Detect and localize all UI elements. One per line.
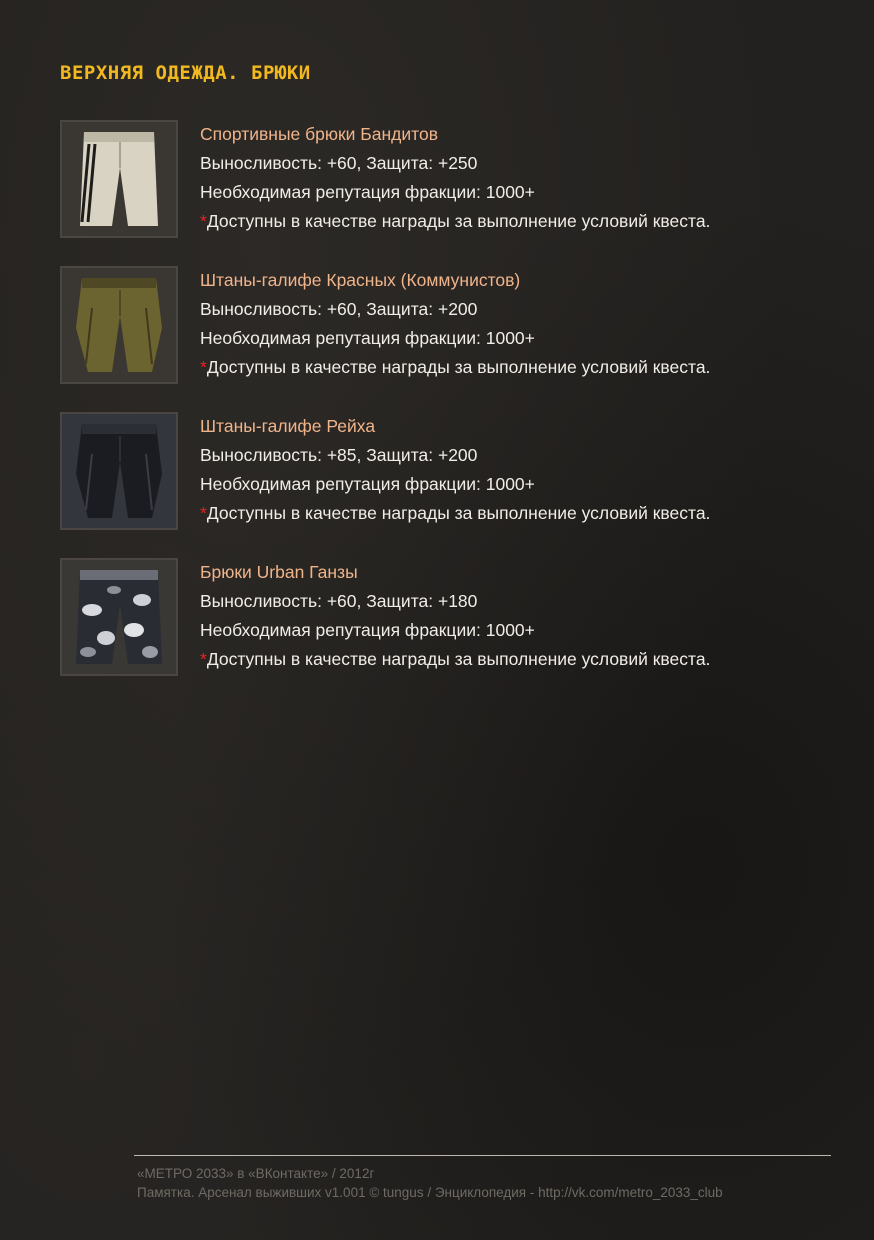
- note-asterisk: *: [200, 357, 207, 377]
- olive-breeches-icon: [60, 266, 178, 384]
- footer: [137, 1164, 723, 1202]
- white-sport-pants-icon: [60, 120, 178, 238]
- item-name: Штаны-галифе Рейха: [200, 416, 376, 436]
- item-card: [60, 266, 820, 388]
- item-reputation: Необходимая репутация фракции: 1000+: [200, 328, 535, 348]
- item-card: [60, 412, 820, 534]
- item-note: Доступны в качестве награды за выполнение условий квеста.: [206, 503, 711, 523]
- item-stats: Выносливость: +60, Защита: +180: [200, 591, 478, 611]
- note-asterisk: *: [200, 211, 207, 231]
- item-card: [60, 558, 820, 680]
- item-note: Доступны в качестве награды за выполнение условий квеста.: [206, 649, 711, 669]
- item-stats: Выносливость: +60, Защита: +200: [200, 299, 478, 319]
- urban-camo-pants-icon: [60, 558, 178, 676]
- item-note-line: [200, 499, 820, 528]
- item-reputation: Необходимая репутация фракции: 1000+: [200, 182, 535, 202]
- item-note: Доступны в качестве награды за выполнение условий квеста.: [206, 211, 711, 231]
- item-name: Штаны-галифе Красных (Коммунистов): [200, 270, 521, 290]
- item-note-line: [200, 207, 820, 236]
- page-title: ВЕРХНЯЯ ОДЕЖДА. БРЮКИ: [60, 62, 311, 84]
- item-note-line: [200, 645, 820, 674]
- item-note-line: [200, 353, 820, 382]
- item-reputation: Необходимая репутация фракции: 1000+: [200, 620, 535, 640]
- item-name: Спортивные брюки Бандитов: [200, 124, 439, 144]
- item-stats: Выносливость: +85, Защита: +200: [200, 445, 478, 465]
- item-stats: Выносливость: +60, Защита: +250: [200, 153, 478, 173]
- footer-line-1: «МЕТРО 2033» в «ВКонтакте» / 2012г: [137, 1166, 375, 1181]
- footer-divider: [134, 1155, 831, 1156]
- item-card: [60, 120, 820, 242]
- note-asterisk: *: [200, 503, 207, 523]
- footer-line-2: Памятка. Арсенал выживших v1.001 © tungus / Энциклопедия - http://vk.com/metro_2033_club: [137, 1185, 723, 1200]
- item-name: Брюки Urban Ганзы: [200, 562, 358, 582]
- item-reputation: Необходимая репутация фракции: 1000+: [200, 474, 535, 494]
- note-asterisk: *: [200, 649, 207, 669]
- black-breeches-icon: [60, 412, 178, 530]
- item-note: Доступны в качестве награды за выполнение условий квеста.: [206, 357, 711, 377]
